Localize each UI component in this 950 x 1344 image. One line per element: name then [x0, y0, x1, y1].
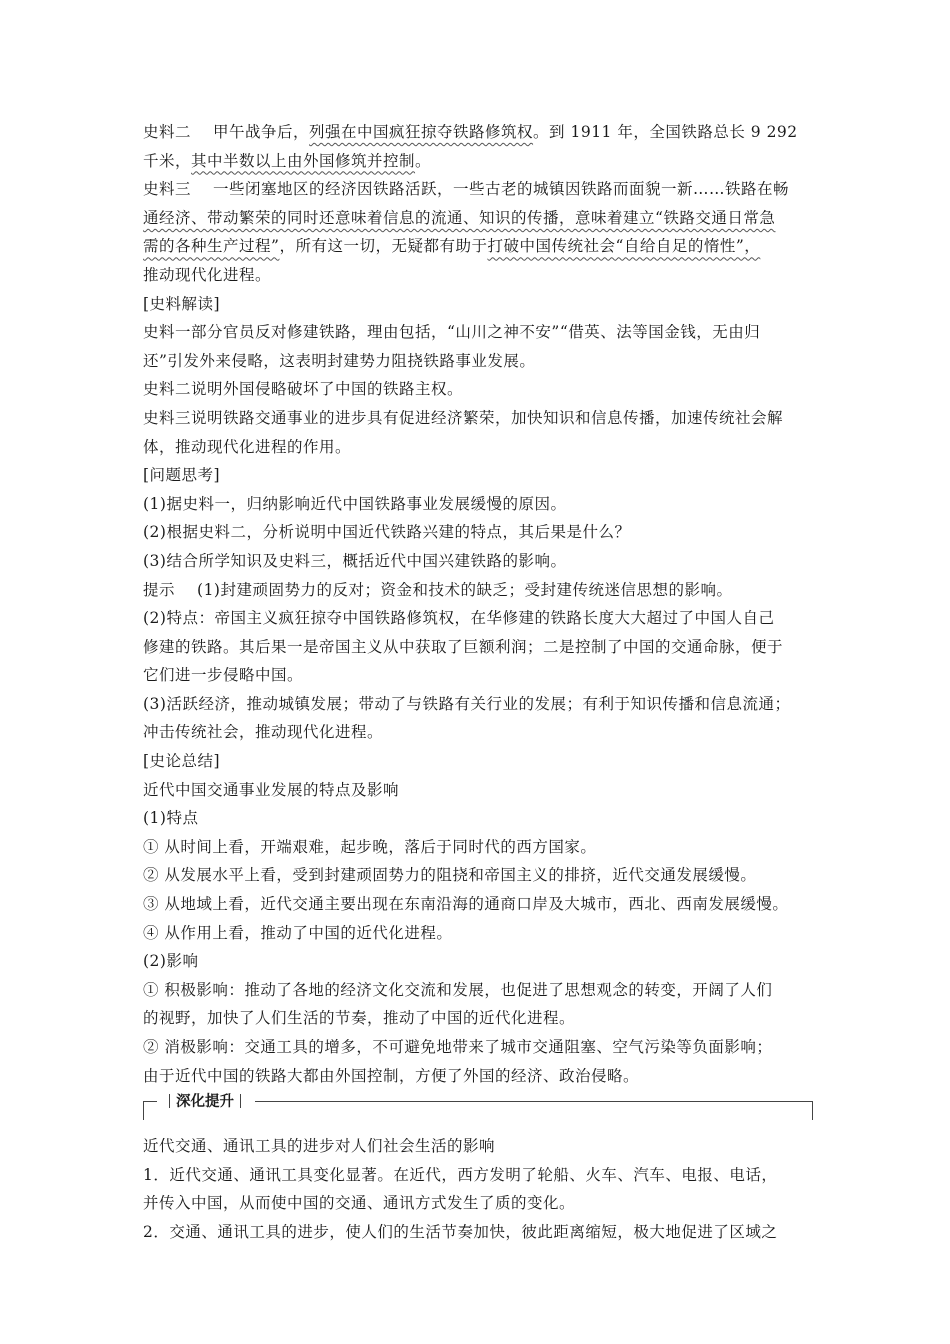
interpret-line: 史料二说明外国侵略破坏了中国的铁路主权。: [143, 380, 464, 399]
summary-item: ① 从时间上看，开端艰难，起步晚，落后于同时代的西方国家。: [143, 837, 597, 856]
summary-item: ② 消极影响：交通工具的增多，不可避免地带来了城市交通阻塞、空气污染等负面影响；: [143, 1038, 773, 1056]
summary-item: ③ 从地域上看，近代交通主要出现在东南沿海的通商口岸及大城市，西北、西南发展缓慢。: [143, 895, 789, 914]
summary-subheading: (2)影响: [143, 952, 199, 971]
source3-line1: 史料三 一些闭塞地区的经济因铁路活跃，一些古老的城镇因铁路而面貌一新……铁路在畅: [143, 180, 790, 199]
question-item: (3)结合所学知识及史料三，概括近代中国兴建铁路的影响。: [143, 551, 567, 570]
interpret-line: 还”引发外来侵略，这表明封建势力阻挠铁路事业发展。: [143, 351, 536, 370]
wavy-underlined-text: 打破中国传统社会“自给自足的惰性”，: [487, 237, 761, 256]
summary-title: 近代中国交通事业发展的特点及影响: [143, 780, 400, 799]
deepen-title: 近代交通、通讯工具的进步对人们社会生活的影响: [143, 1137, 496, 1156]
questions-heading: [问题思考]: [143, 466, 221, 485]
summary-subheading: (1)特点: [143, 809, 199, 828]
hint-line: (3)活跃经济，推动城镇发展；带动了与铁路有关行业的发展；有利于知识传播和信息流通；: [143, 694, 791, 713]
source3-line2: [143, 204, 813, 233]
interpret-line: 体，推动现代化进程的作用。: [143, 437, 352, 456]
interpret-line: 史料一部分官员反对修建铁路，理由包括，“山川之神不安”“借英、法等国金钱，无由归: [143, 323, 761, 342]
wavy-underlined-text: 需的各种生产过程”: [143, 237, 280, 256]
wavy-underlined-text: 列强在中国疯狂掠夺铁路修筑权: [309, 123, 534, 141]
summary-item: ② 从发展水平上看，受到封建顽固势力的阻挠和帝国主义的排挤，近代交通发展缓慢。: [143, 866, 757, 885]
wavy-underlined-text: 通经济、带动繁荣的同时还意味着信息的流通、知识的传播，意味着建立“铁路交通日常急: [143, 208, 776, 227]
source3-line4: 推动现代化进程。: [143, 265, 272, 284]
source3-label: 史料三: [143, 180, 192, 199]
question-item: (1)据史料一，归纳影响近代中国铁路事业发展缓慢的原因。: [143, 494, 567, 513]
hint-line: 提示 (1)封建顽固势力的反对；资金和技术的缺乏；受封建传统迷信思想的影响。: [143, 580, 733, 599]
hint-label: 提示: [143, 580, 176, 599]
hint-line: 它们进一步侵略中国。: [143, 666, 304, 685]
source2-label: 史料二: [143, 123, 192, 141]
question-item: (2)根据史料二，分析说明中国近代铁路兴建的特点，其后果是什么？: [143, 523, 631, 542]
divider: [240, 1094, 241, 1108]
deepen-item: 并传入中国，从而使中国的交通、通讯方式发生了质的变化。: [143, 1194, 576, 1213]
source3-line3: 需的各种生产过程”，所有这一切，无疑都有助于打破中国传统社会“自给自足的惰性”，: [143, 237, 761, 256]
interpret-line: 史料三说明铁路交通事业的进步具有促进经济繁荣，加快知识和信息传播，加速传统社会解: [143, 408, 784, 427]
divider: [169, 1094, 170, 1108]
source2-line1: 史料二 甲午战争后，列强在中国疯狂掠夺铁路修筑权。到 1911 年，全国铁路总长 9 292: [143, 123, 798, 141]
source2-line2: 千米，其中半数以上由外国修筑并控制。: [143, 151, 432, 170]
summary-item: 由于近代中国的铁路大都由外国控制，方便了外国的经济、政治侵略。: [143, 1066, 640, 1085]
deepen-item: 1．近代交通、通讯工具变化显著。在近代，西方发明了轮船、火车、汽车、电报、电话，: [143, 1165, 778, 1184]
wavy-underlined-text: 其中半数以上由外国修筑并控制: [191, 151, 416, 170]
summary-item: ④ 从作用上看，推动了中国的近代化进程。: [143, 923, 453, 942]
banner-label: 深化提升: [157, 1092, 255, 1112]
summary-item: ① 积极影响：推动了各地的经济文化交流和发展，也促进了思想观念的转变，开阔了人们: [143, 980, 773, 999]
hint-line: (2)特点：帝国主义疯狂掠夺中国铁路修筑权，在华修建的铁路长度大大超过了中国人自己: [143, 609, 775, 628]
deepen-item: 2．交通、通讯工具的进步，使人们的生活节奏加快，彼此距离缩短，极大地促进了区域之: [143, 1222, 778, 1241]
document-body: [143, 118, 813, 1247]
hint-line: 冲击传统社会，推动现代化进程。: [143, 723, 384, 742]
summary-heading: [史论总结]: [143, 752, 221, 771]
summary-item: 的视野，加快了人们生活的节奏，推动了中国的近代化进程。: [143, 1009, 576, 1028]
deepen-banner: [143, 1092, 813, 1126]
hint-line: 修建的铁路。其后果一是帝国主义从中获取了巨额利润；二是控制了中国的交通命脉，便于: [143, 637, 784, 656]
interpret-heading: [史料解读]: [143, 294, 221, 313]
